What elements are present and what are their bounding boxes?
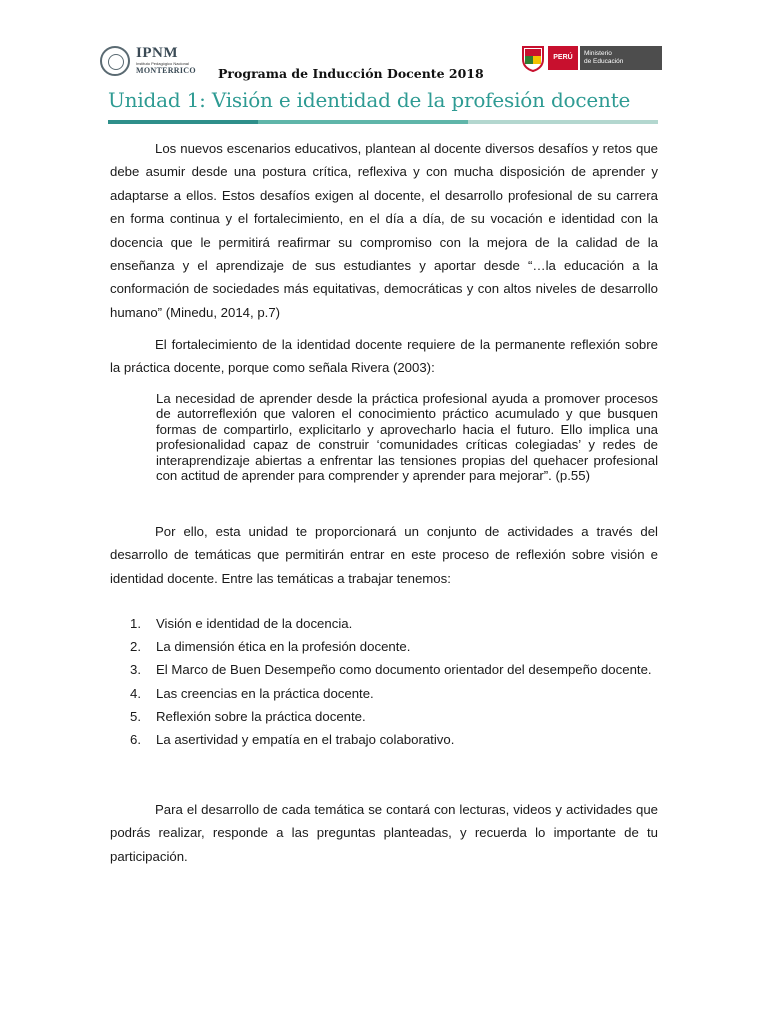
list-item-number: 3.	[130, 662, 141, 678]
paragraph-identity: El fortalecimiento de la identidad docente requiere de la permanente reflexión sobre la práctica docente, porque como señala Rivera (2003):	[110, 337, 658, 376]
list-item-text: Reflexión sobre la práctica docente.	[156, 708, 366, 724]
list-item	[130, 728, 658, 751]
ministry-line2: de Educación	[584, 58, 624, 65]
list-item-number: 6.	[130, 732, 141, 748]
list-item	[130, 705, 658, 728]
paragraph-unit-overview: Por ello, esta unidad te proporcionará un conjunto de actividades a través del desarrollo de temáticas que permitirán entrar en este proceso de reflexión sobre visión e identidad docente. Entre las temáticas a trabajar tenemos:	[110, 524, 658, 586]
list-item-text: La dimensión ética en la profesión docente.	[156, 639, 411, 655]
list-item-text: El Marco de Buen Desempeño como documento orientador del desempeño docente.	[156, 662, 652, 678]
list-item-number: 2.	[130, 639, 141, 655]
list-item	[130, 612, 658, 635]
title-underline	[108, 120, 658, 124]
ipnm-logo	[100, 44, 200, 78]
list-item-number: 1.	[130, 616, 141, 631]
peru-shield-icon	[520, 44, 546, 72]
unit-title: Unidad 1: Visión e identidad de la profesión docente	[108, 88, 631, 112]
program-title: Programa de Inducción Docente 2018	[218, 66, 484, 81]
ipnm-logo-place: MONTERRICO	[136, 66, 196, 75]
list-item	[130, 682, 658, 705]
list-item-text: Las creencias en la práctica docente.	[156, 685, 374, 701]
block-quote-rivera: La necesidad de aprender desde la práctica profesional ayuda a promover procesos de autorreflexión que valoren el conocimiento práctico acumulado y que busquen formas de compartirlo, explicitarlo y aprovecharlo hacia el futuro. Ello implica una profesionalidad capaz de construir ‘comunidades críticas colegiadas’ y redes de interaprendizaje abiertas a enfrentar las tensiones propias del quehacer profesional con actitud de aprender para comprender y aprender para mejorar”. (p.55)	[156, 391, 658, 484]
topic-list	[130, 612, 658, 751]
ipnm-logo-subtitle: Instituto Pedagógico Nacional	[136, 61, 189, 66]
list-item	[130, 658, 658, 681]
list-item-text: La asertividad y empatía en el trabajo colaborativo.	[156, 732, 455, 748]
paragraph-intro: Los nuevos escenarios educativos, plantean al docente diversos desafíos y retos que debe asumir desde una postura crítica, reflexiva y con mucha disposición de aprender y adaptarse a ellos. Estos desafíos exigen al docente, el desarrollo profesional de su carrera en forma continua y el fortalecimiento, en el día a día, de su vocación e identidad con la docencia que le permitirá reafirmar su compromiso con la mejora de la calidad de la enseñanza y el aprendizaje de sus estudiantes y aportar desde “…la educación a la conformación de sociedades más equitativas, democráticas y con altos niveles de desarrollo humano” (Minedu, 2014, p.7)	[110, 141, 658, 320]
list-item-number: 4.	[130, 685, 141, 701]
list-item-text: Visión e identidad de la docencia.	[156, 616, 353, 631]
peru-label: PERÚ	[548, 46, 578, 70]
ministry-line1: Ministerio	[584, 50, 612, 57]
ipnm-logo-name: IPNM	[136, 45, 178, 61]
ipnm-seal-icon	[100, 46, 130, 76]
minedu-logo	[520, 44, 662, 72]
list-item-number: 5.	[130, 708, 141, 724]
list-item	[130, 635, 658, 658]
ministry-label	[580, 46, 662, 70]
paragraph-closing: Para el desarrollo de cada temática se contará con lecturas, videos y actividades que podrás realizar, responde a las preguntas planteadas, y recuerda lo importante de tu participación.	[110, 802, 658, 864]
